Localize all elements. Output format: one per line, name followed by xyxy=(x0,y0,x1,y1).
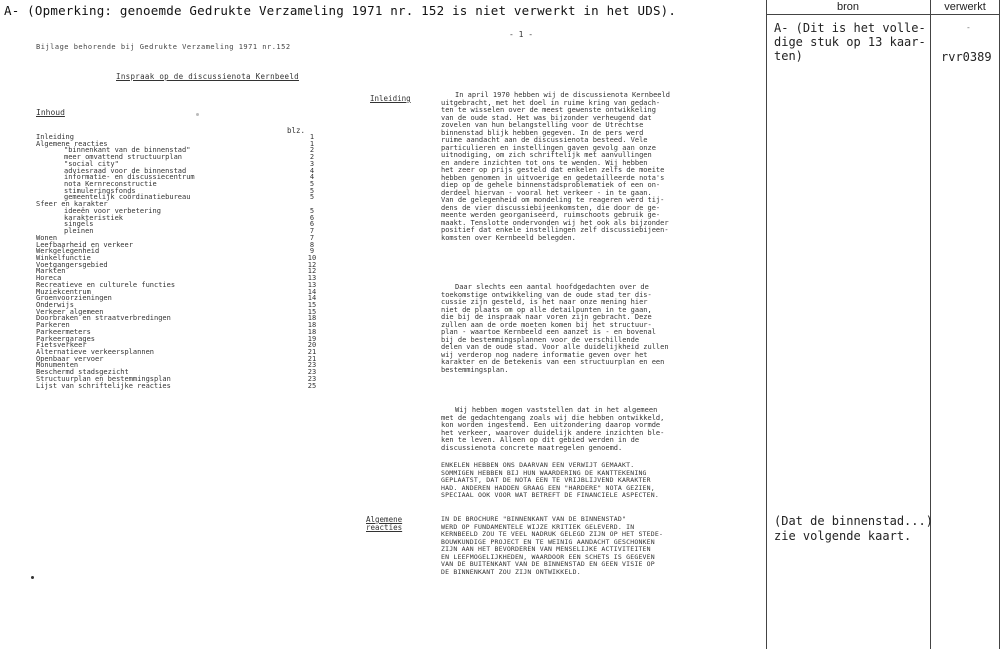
toc-entry-page: 18 xyxy=(307,314,317,323)
toc-entry-label: Horeca xyxy=(36,274,62,283)
text-line: en andere inzichten tot ons te wenden. Wij hebben xyxy=(441,158,648,167)
bron-note-continued xyxy=(774,514,933,544)
toc-entry-label: Parkeren xyxy=(36,321,70,330)
toc-entry-label: Parkeergarages xyxy=(36,334,96,343)
toc-entry-label: meer omvattend structuurplan xyxy=(64,153,183,162)
text-line: wij verderop nog nadere informatie geven over het xyxy=(441,350,648,359)
table-of-contents xyxy=(36,134,326,389)
toc-entry-label: Algemene reacties xyxy=(36,139,108,148)
toc-entry-label: Doorbraken en straatverbredingen xyxy=(36,314,171,323)
bron-note-line: A- (Dit is het volle- xyxy=(774,21,926,35)
section-heading-inleiding: Inleiding xyxy=(370,94,411,103)
toc-entry-label: informatie- en discussiecentrum xyxy=(64,173,195,182)
toc-entry-page: 6 xyxy=(309,213,315,222)
text-line: binnenstad blijk hebben gegeven. In de pers werd xyxy=(441,128,644,137)
toc-row xyxy=(36,356,326,363)
text-line: met de gedachtengang zoals wij die hebben ontwikkeld, xyxy=(441,413,665,422)
text-line: kon worden ingestemd. Een uitzondering daarop vormde xyxy=(441,421,661,429)
text-line: plan - waartoe Kernbeeld een aanzet is - en bovenal xyxy=(441,328,656,336)
text-line: Van de gelegenheid om mondeling te reageren werd tij- xyxy=(441,196,665,204)
toc-entry-label: pleinen xyxy=(64,227,94,236)
toc-entry-label: Winkelfunctie xyxy=(36,253,91,262)
bijlage-line: Bijlage behorende bij Gedrukte Verzameling 1971 nr.152 xyxy=(36,43,291,51)
toc-entry-label: Monumenten xyxy=(36,361,79,370)
scan-speck xyxy=(31,576,34,579)
toc-entry-page: 23 xyxy=(307,361,317,370)
toc-entry-label: adviesraad voor de binnenstad xyxy=(64,166,187,175)
archive-side-table xyxy=(766,0,1000,649)
toc-row xyxy=(36,268,326,275)
toc-entry-page: 13 xyxy=(307,274,317,283)
toc-entry-label: Verkeer algemeen xyxy=(36,307,104,316)
table-divider xyxy=(930,0,931,649)
toc-entry-label: nota Kernreconstructie xyxy=(64,180,157,189)
toc-entry-label: ideeën voor verbetering xyxy=(64,206,161,215)
archive-note: A- (Opmerking: genoemde Gedrukte Verzameling 1971 nr. 152 is niet verwerkt in het UDS). xyxy=(4,3,677,18)
toc-entry-label: Onderwijs xyxy=(36,300,74,309)
text-line: niet de plaats om op alle detailpunten in te gaan, xyxy=(441,305,652,314)
text-line: KERNBEELD ZOU TE VEEL NADRUK GELEGD ZIJN OP HET STEDE- xyxy=(441,530,664,538)
text-line: DE BINNENKANT ZOU ZIJN ONTWIKKELD. xyxy=(441,567,581,576)
text-line: van de oude stad. Het was bijzonder verheugend dat xyxy=(441,113,652,122)
text-line: zullen aan de orde moeten komen bij het structuur- xyxy=(441,320,652,329)
toc-entry-label: Sfeer en karakter xyxy=(36,200,108,209)
toc-entry-page: 12 xyxy=(307,267,317,276)
toc-entry-label: Leefbaarheid en verkeer xyxy=(36,240,133,249)
text-line: VAN DE BUITENKANT VAN DE BINNENSTAD EN GEEN VISIE OP xyxy=(441,560,655,568)
toc-entry-page: 25 xyxy=(307,381,317,390)
toc-entry-page: 5 xyxy=(309,206,315,215)
text-line: Daar slechts een aantal hoofdgedachten over de xyxy=(455,283,649,291)
toc-entry-page: 21 xyxy=(307,348,317,356)
text-line: particulieren en instellingen gaven gevolg aan onze xyxy=(441,143,656,152)
toc-entry-page: 19 xyxy=(307,334,317,343)
toc-entry-page: 5 xyxy=(309,193,315,202)
paragraph-inleiding-1 xyxy=(441,92,741,242)
toc-row xyxy=(36,295,326,302)
text-line: HAD. ANDEREN HADDEN GRAAG EEN "HARDERE" NOTA GEZIEN, xyxy=(441,483,655,492)
toc-entry-label: Werkgelegenheid xyxy=(36,247,100,256)
text-line: derdeel hiervan - vooral het verkeer - in te gaan. xyxy=(441,188,652,197)
toc-entry-page: 6 xyxy=(309,220,315,229)
text-line: delen van de oude stad. Voor alle duidelijkheid zullen xyxy=(441,343,669,351)
toc-entry-page: 5 xyxy=(309,186,315,195)
toc-entry-label: stimuleringsfonds xyxy=(64,186,136,195)
text-line: BOUWKUNDIGE PROJECT EN TE WEINIG AANDACHT GESCHONKEN xyxy=(441,537,655,546)
text-line: GEPLAATST, DAT DE NOTA EEN TE VRIJBLIJVEND KARAKTER xyxy=(441,476,651,484)
toc-entry-label: Voetgangersgebied xyxy=(36,260,108,269)
text-line: positief dat enkele instellingen zelf discussiebijeen- xyxy=(441,226,669,234)
verwerkt-code: rvr0389 xyxy=(941,50,992,64)
paragraph-inleiding-4 xyxy=(441,462,741,500)
toc-entry-page: 21 xyxy=(307,354,317,363)
toc-entry-page: 5 xyxy=(309,180,315,189)
toc-entry-label: Lijst van schriftelijke reacties xyxy=(36,381,171,390)
bron-note-line: (Dat de binnenstad...) xyxy=(774,514,933,528)
toc-entry-page: 23 xyxy=(307,374,317,383)
table-header-rule xyxy=(766,14,1000,15)
section-heading-line-1: Algemene xyxy=(366,515,403,524)
toc-entry-label: karakteristiek xyxy=(64,213,124,222)
toc-entry-label: Wonen xyxy=(36,233,58,242)
toc-entry-page: 7 xyxy=(309,233,315,242)
toc-row xyxy=(36,228,326,235)
toc-entry-label: Fietsverkeer xyxy=(36,341,87,350)
toc-entry-page: 23 xyxy=(307,368,317,377)
text-line: EN LEEFMOGELIJKHEDEN, WAARDOOR EEN SCHETS IS GEGEVEN xyxy=(441,552,655,561)
toc-entry-label: gemeentelijk coördinatiebureau xyxy=(64,193,191,202)
section-heading-algemene-reacties xyxy=(366,516,402,532)
toc-entry-page: 14 xyxy=(307,287,317,296)
text-line: SOMMIGEN HEBBEN BIJ HUN WAARDERING DE KANTTEKENING xyxy=(441,468,647,477)
text-line: het zeer op prijs gesteld dat enkelen zelfs de moeite xyxy=(441,166,665,174)
toc-page-column-label: blz. xyxy=(287,126,306,135)
toc-entry-label: Recreatieve en culturele functies xyxy=(36,280,176,289)
toc-entry-page: 14 xyxy=(307,294,317,303)
text-line: het verkeer, waarover duidelijk andere inzichten ble- xyxy=(441,428,665,437)
text-line: In april 1970 hebben wij de discussienota Kernbeeld xyxy=(455,91,670,99)
toc-entry-page: 18 xyxy=(307,327,317,336)
toc-heading: Inhoud xyxy=(36,108,65,117)
toc-entry-page: 8 xyxy=(309,240,315,249)
text-line: hebben genomen in uitvoerige en gedetailleerde nota's xyxy=(441,173,665,182)
text-line: ENKELEN HEBBEN ONS DAARVAN EEN VERWIJT GEMAAKT. xyxy=(441,461,635,469)
toc-entry-page: 3 xyxy=(309,159,315,168)
bron-note xyxy=(774,21,926,63)
toc-entry-page: 10 xyxy=(307,253,317,262)
text-line: maakt. Tenslotte ondervonden wij het ook als bijzonder xyxy=(441,218,669,227)
text-line: ZIJN AAN HET BEVORDEREN VAN MENSELIJKE ACTIVITEITEN xyxy=(441,545,651,553)
paragraph-inleiding-2 xyxy=(441,284,741,374)
toc-entry-page: 20 xyxy=(307,341,317,350)
scan-speck xyxy=(196,113,199,116)
toc-entry-page: 1 xyxy=(309,133,315,141)
text-line: ken te leven. Alleen op dit gebied werden in de xyxy=(441,436,640,444)
column-header-bron: bron xyxy=(836,1,860,13)
toc-entry-label: Markten xyxy=(36,267,66,276)
text-line: toekomstige ontwikkeling van de oude stad ter dis- xyxy=(441,290,652,299)
bron-note-line: zie volgende kaart. xyxy=(774,529,912,543)
text-line: bij de bestemmingsplannen voor de verschillende xyxy=(441,335,640,344)
text-line: komsten over Kernbeeld belegden. xyxy=(441,233,576,242)
toc-entry-label: Parkeermeters xyxy=(36,327,91,336)
text-line: ruime aandacht aan de discussienota besteed. Vele xyxy=(441,136,648,144)
toc-row xyxy=(36,262,326,269)
toc-entry-page: 15 xyxy=(307,300,317,309)
paragraph-inleiding-3 xyxy=(441,407,741,452)
toc-entry-label: Groenvoorzieningen xyxy=(36,294,112,303)
toc-entry-label: "binnenkant van de binnenstad" xyxy=(64,146,191,155)
toc-entry-page: 15 xyxy=(307,307,317,316)
paragraph-algemene-reacties xyxy=(441,516,741,576)
text-line: uitgebracht, met het doel in ruime kring van gedach- xyxy=(441,98,661,107)
toc-row xyxy=(36,383,326,390)
column-header-verwerkt: verwerkt xyxy=(944,1,986,13)
text-line: die bij de inspraak naar voren zijn gebracht. Deze xyxy=(441,313,652,321)
toc-entry-page: 1 xyxy=(309,139,315,148)
toc-entry-page: 2 xyxy=(309,146,315,155)
toc-entry-page: 7 xyxy=(309,227,315,236)
text-line: zovelen van hun belangstelling voor de Utrechtse xyxy=(441,121,644,129)
toc-entry-label: singels xyxy=(64,220,94,229)
text-line: SPECIAAL OOK VOOR WAT BETREFT DE FINANCIELE ASPECTEN. xyxy=(441,491,660,499)
toc-entry-label: "social city" xyxy=(64,159,119,168)
bron-note-line: dige stuk op 13 kaar- xyxy=(774,35,926,49)
text-line: bestemmingsplan. xyxy=(441,365,509,374)
text-line: meente werden georganiseerd, ruimschoots gebruik ge- xyxy=(441,211,661,219)
text-line: WERD OP FUNDAMENTELE WIJZE KRITIEK GELEVERD. IN xyxy=(441,522,635,531)
section-heading-line-2: reacties xyxy=(366,523,403,532)
toc-entry-page: 2 xyxy=(309,153,315,162)
verwerkt-dash: - xyxy=(966,23,971,32)
text-line: uitnodiging, om zich schriftelijk met aanvullingen xyxy=(441,151,652,159)
text-line: discussienota concrete maatregelen genoemd. xyxy=(441,443,623,452)
text-line: karakter en de betekenis van een structuurplan en een xyxy=(441,358,665,366)
toc-entry-label: Muziekcentrum xyxy=(36,287,91,296)
text-line: Wij hebben mogen vaststellen dat in het algemeen xyxy=(455,406,658,414)
page-number: - 1 - xyxy=(509,30,534,39)
bron-note-line: ten) xyxy=(774,49,803,63)
text-line: dens de vier discussiebijeenkomsten, die door de ge- xyxy=(441,203,661,212)
toc-entry-page: 9 xyxy=(309,247,315,256)
toc-entry-page: 13 xyxy=(307,280,317,289)
text-line: diep op de gehele binnenstadsproblematiek of een on- xyxy=(441,181,661,189)
toc-entry-page: 4 xyxy=(309,166,315,175)
text-line: IN DE BROCHURE "BINNENKANT VAN DE BINNENSTAD" xyxy=(441,515,627,523)
document-title: Inspraak op de discussienota Kernbeeld xyxy=(116,72,299,81)
text-line: ten te wisselen over de meest gewenste ontwikkeling xyxy=(441,106,656,114)
toc-entry-page: 4 xyxy=(309,173,315,182)
toc-entry-label: Inleiding xyxy=(36,133,74,141)
toc-row xyxy=(36,315,326,322)
toc-entry-label: Structuurplan en bestemmingsplan xyxy=(36,374,171,383)
toc-entry-page: 18 xyxy=(307,321,317,330)
toc-entry-label: Openbaar vervoer xyxy=(36,354,104,363)
text-line: cussie zijn gesteld, is het naar onze mening hier xyxy=(441,298,648,306)
table-divider xyxy=(766,0,767,649)
toc-entry-page: 12 xyxy=(307,260,317,269)
toc-entry-label: Beschermd stadsgezicht xyxy=(36,368,129,377)
toc-entry-label: Alternatieve verkeersplannen xyxy=(36,348,155,356)
